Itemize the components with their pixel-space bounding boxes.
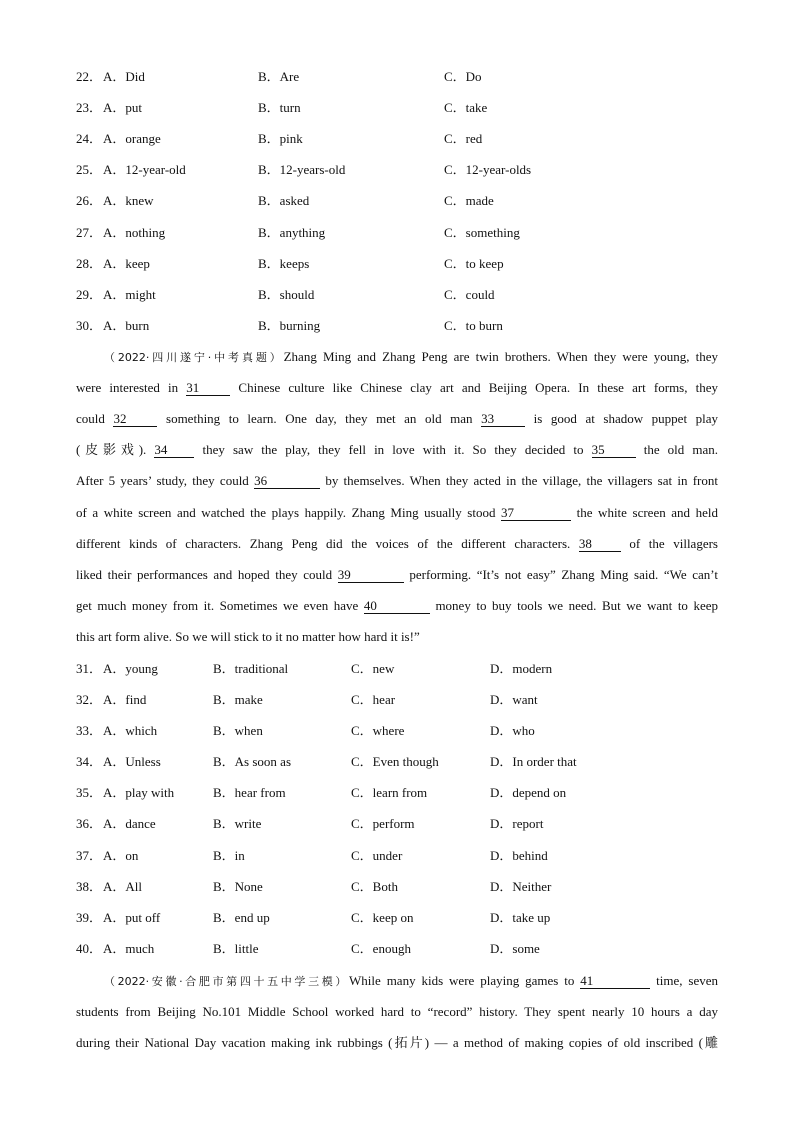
question-number: 30．: [76, 318, 103, 333]
passage-text: performing. “It’s not easy” Zhang Ming said. “We can’t: [409, 567, 719, 582]
option-a: A．dance: [103, 816, 156, 831]
option-b: B．little: [213, 941, 259, 956]
passage-text: students from Beijing No.101 Middle School worked hard to “record” history. They spent nearly 10 hours a day: [76, 1004, 718, 1019]
option-a: A．put off: [103, 910, 161, 925]
option-a: A．much: [103, 941, 155, 956]
option-c: C．made: [444, 193, 494, 208]
option-d: D．In order that: [490, 754, 577, 769]
option-a: A．burn: [103, 318, 150, 333]
option-c: C．could: [444, 287, 495, 302]
passage-text: While many kids were playing games to: [349, 973, 575, 988]
option-a: A．All: [103, 879, 143, 894]
option-row: [0, 722, 794, 740]
passage-text: After 5 years’ study, they could: [76, 473, 249, 488]
option-row: [0, 878, 794, 896]
option-b: B．make: [213, 692, 263, 707]
option-a: A．Did: [103, 69, 145, 84]
option-a: A．find: [103, 692, 147, 707]
option-b: B．Are: [258, 69, 300, 84]
passage-text: liked their performances and hoped they could: [76, 567, 333, 582]
passage-text: time, seven: [656, 973, 718, 988]
option-b: B．when: [213, 723, 263, 738]
source-label: （2022·安徽·合肥市第四十五中学三模）: [104, 975, 350, 988]
passage-text: of the villagers: [629, 536, 718, 551]
option-b: B．As soon as: [213, 754, 292, 769]
passage-text: get much money from it. Sometimes we even have: [76, 598, 359, 613]
option-d: D．take up: [490, 910, 551, 925]
option-row: [0, 940, 794, 958]
option-d: D．want: [490, 692, 538, 707]
option-row: [0, 815, 794, 833]
passage-text: during their National Day vacation making ink rubbings (拓片) — a method of making copies of old inscribed (雕: [76, 1035, 718, 1050]
option-row: [0, 909, 794, 927]
option-c: C．to keep: [444, 256, 504, 271]
option-b: B．end up: [213, 910, 270, 925]
option-a: A．play with: [103, 785, 175, 800]
option-c: C．where: [351, 723, 405, 738]
option-b: B．traditional: [213, 661, 289, 676]
option-d: D．modern: [490, 661, 553, 676]
question-number: 34．: [76, 754, 103, 769]
passage-line: [76, 472, 718, 490]
option-d: D．Neither: [490, 879, 552, 894]
passage-text: something to learn. One day, they met an old man: [166, 411, 473, 426]
question-number: 40．: [76, 941, 103, 956]
question-number: 27．: [76, 225, 103, 240]
answer-blank[interactable]: 32: [113, 411, 157, 427]
passage-text: (皮影戏).: [76, 442, 147, 457]
question-number: 35．: [76, 785, 103, 800]
option-c: C．keep on: [351, 910, 414, 925]
option-d: D．who: [490, 723, 535, 738]
option-c: C．perform: [351, 816, 415, 831]
passage-text: the old man.: [643, 442, 719, 457]
question-number: 24．: [76, 131, 103, 146]
question-number: 31．: [76, 661, 103, 676]
question-number: 26．: [76, 193, 103, 208]
option-c: C．red: [444, 131, 483, 146]
passage-line: [76, 504, 718, 522]
option-b: B．12-years-old: [258, 162, 346, 177]
option-row: [0, 68, 794, 86]
passage-line: [76, 441, 718, 459]
option-c: C．under: [351, 848, 403, 863]
option-row: [0, 99, 794, 117]
option-a: A．on: [103, 848, 139, 863]
option-a: A．keep: [103, 256, 150, 271]
option-b: B．anything: [258, 225, 326, 240]
option-row: [0, 224, 794, 242]
passage-text: of a white screen and watched the plays happily. Zhang Ming usually stood: [76, 505, 496, 520]
passage-text: Chinese culture like Chinese clay art and Beijing Opera. In these art forms, they: [238, 380, 718, 395]
passage-text: could: [76, 411, 105, 426]
question-number: 37．: [76, 848, 103, 863]
option-a: A．12-year-old: [103, 162, 186, 177]
passage-line: [76, 628, 718, 646]
option-d: D．behind: [490, 848, 548, 863]
passage-text: money to buy tools we need. But we want to keep: [435, 598, 719, 613]
option-row: [0, 161, 794, 179]
option-row: [0, 691, 794, 709]
answer-blank[interactable]: 38: [579, 536, 621, 552]
option-c: C．something: [444, 225, 520, 240]
option-b: B．turn: [258, 100, 301, 115]
option-row: [0, 847, 794, 865]
passage-text: is good at shadow puppet play: [533, 411, 719, 426]
option-a: A．which: [103, 723, 158, 738]
option-c: C．learn from: [351, 785, 428, 800]
question-number: 33．: [76, 723, 103, 738]
question-number: 23．: [76, 100, 103, 115]
option-b: B．None: [213, 879, 263, 894]
answer-blank[interactable]: 39: [338, 567, 404, 583]
option-row: [0, 286, 794, 304]
answer-blank[interactable]: 31: [186, 380, 230, 396]
option-a: A．might: [103, 287, 156, 302]
option-row: [0, 192, 794, 210]
passage-text: the white screen and held: [576, 505, 719, 520]
option-c: C．Do: [444, 69, 482, 84]
question-number: 36．: [76, 816, 103, 831]
passage-line: [76, 410, 718, 428]
option-b: B．write: [213, 816, 262, 831]
question-number: 29．: [76, 287, 103, 302]
option-c: C．Both: [351, 879, 398, 894]
option-a: A．knew: [103, 193, 154, 208]
answer-blank[interactable]: 40: [364, 598, 430, 614]
passage-line: [76, 597, 718, 615]
option-row: [0, 660, 794, 678]
option-c: C．Even though: [351, 754, 439, 769]
answer-blank[interactable]: 37: [501, 505, 571, 521]
passage-line: [76, 379, 718, 397]
option-c: C．take: [444, 100, 488, 115]
option-b: B．hear from: [213, 785, 286, 800]
answer-blank[interactable]: 34: [154, 442, 194, 458]
answer-blank[interactable]: 35: [592, 442, 636, 458]
option-a: A．nothing: [103, 225, 166, 240]
question-number: 28．: [76, 256, 103, 271]
option-row: [0, 317, 794, 335]
passage-line: [76, 566, 718, 584]
option-a: A．Unless: [103, 754, 161, 769]
option-b: B．pink: [258, 131, 303, 146]
passage-line: [76, 348, 718, 366]
question-number: 38．: [76, 879, 103, 894]
option-b: B．should: [258, 287, 315, 302]
answer-blank[interactable]: 36: [254, 473, 320, 489]
option-row: [0, 784, 794, 802]
option-b: B．keeps: [258, 256, 310, 271]
option-b: B．burning: [258, 318, 321, 333]
option-a: A．put: [103, 100, 143, 115]
answer-blank[interactable]: 41: [580, 973, 650, 989]
option-d: D．report: [490, 816, 544, 831]
option-b: B．asked: [258, 193, 310, 208]
question-number: 39．: [76, 910, 103, 925]
passage-text: Zhang Ming and Zhang Peng are twin brothers. When they were young, they: [283, 349, 718, 364]
option-c: C．12-year-olds: [444, 162, 532, 177]
passage-text: this art form alive. So we will stick to it no matter how hard it is!”: [76, 629, 420, 644]
passage-text: they saw the play, they fell in love with it. So they decided to: [202, 442, 584, 457]
passage-text: by themselves. When they acted in the village, the villagers sat in front: [325, 473, 719, 488]
question-number: 25．: [76, 162, 103, 177]
option-d: D．depend on: [490, 785, 567, 800]
option-c: C．hear: [351, 692, 396, 707]
option-row: [0, 753, 794, 771]
option-a: A．orange: [103, 131, 161, 146]
option-row: [0, 130, 794, 148]
option-row: [0, 255, 794, 273]
option-c: C．new: [351, 661, 395, 676]
source-label: （2022·四川遂宁·中考真题）: [104, 351, 284, 364]
passage-text: were interested in: [76, 380, 179, 395]
option-c: C．to burn: [444, 318, 503, 333]
passage-line: [76, 1003, 718, 1021]
question-number: 22．: [76, 69, 103, 84]
option-b: B．in: [213, 848, 245, 863]
option-d: D．some: [490, 941, 540, 956]
option-a: A．young: [103, 661, 158, 676]
passage-text: different kinds of characters. Zhang Peng did the voices of the different characters.: [76, 536, 571, 551]
passage-line: [76, 1034, 718, 1052]
option-c: C．enough: [351, 941, 411, 956]
passage-line: [76, 972, 718, 990]
passage-line: [76, 535, 718, 553]
question-number: 32．: [76, 692, 103, 707]
answer-blank[interactable]: 33: [481, 411, 525, 427]
